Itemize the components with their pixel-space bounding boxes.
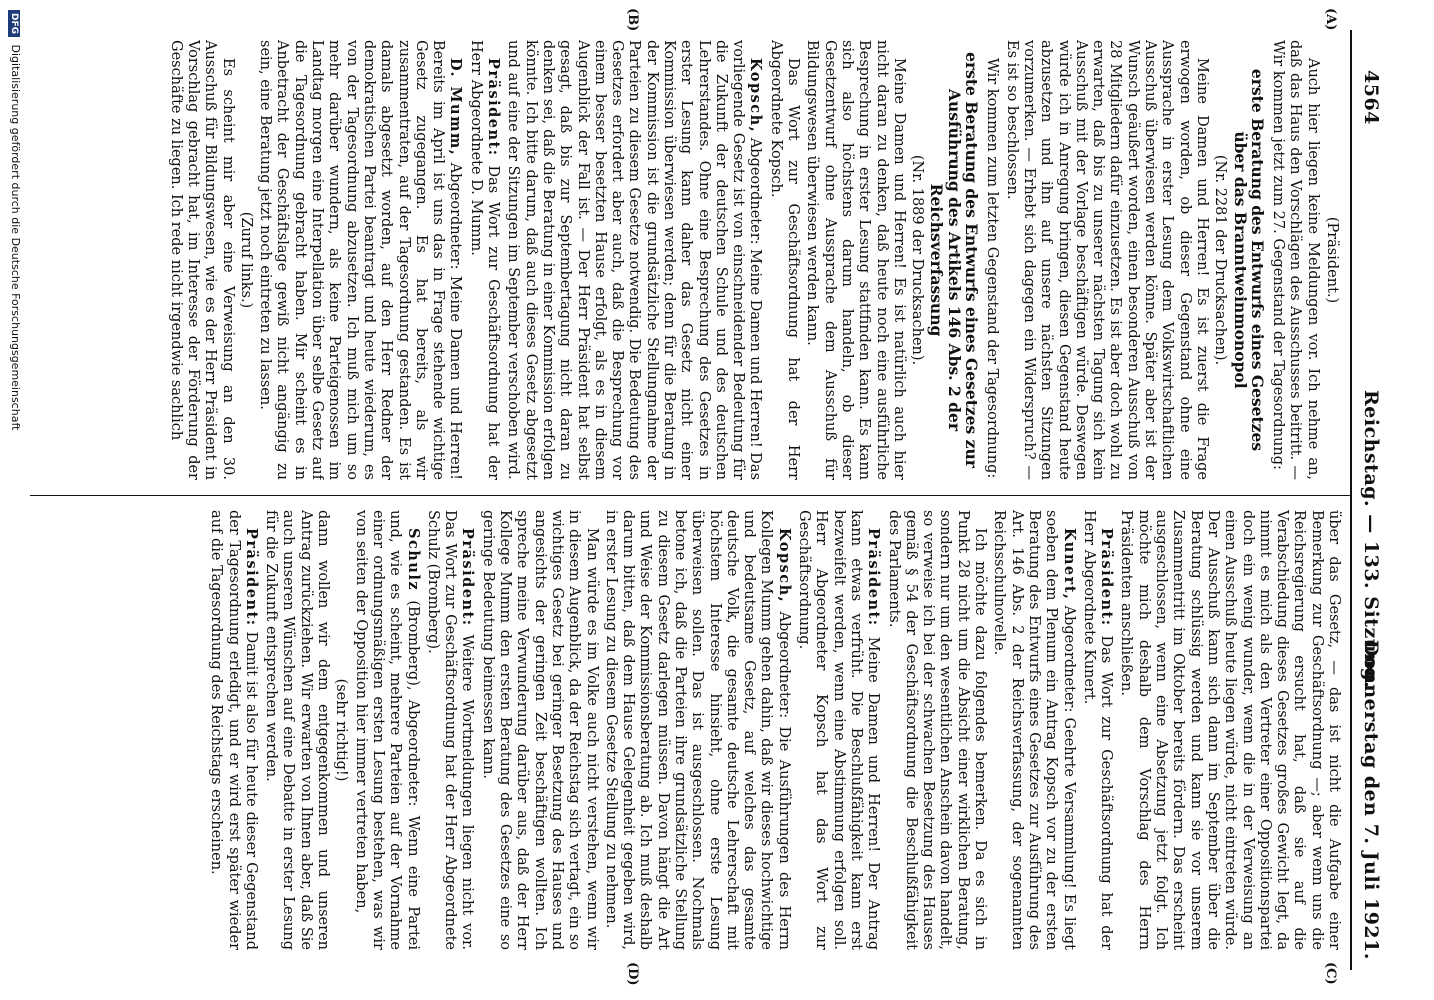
column-divider <box>30 495 1350 496</box>
speech-text: Das Wort zur Geschäftsordnung hat der Herr Abgeordnete D. Mumm. <box>467 40 502 480</box>
margin-marker-c: (C) <box>1323 962 1338 985</box>
paragraph: Meine Damen und Herren! Es ist natürlich auch hier nicht daran zu denken, daß heute noch eine ausführliche Besprechung in erster Lesung stattfinden kann. Es kann sich also höchstens darum handeln, ob dieser Gesetzentwurf ohne Aussprache dem Ausschuß für Bildungswesen überwiesen werden kann. <box>804 40 907 480</box>
session-title: Reichstag. — 133. Sitzung. <box>1360 390 1382 689</box>
speaker-name: Kopsch, <box>747 58 765 134</box>
paragraph: Man würde es im Volke auch nicht verstehen, wenn wir in diesem Augenblick, da der Reichstag sich vertagt, ein so wichtiges Gesetz bei geringer Besetzung des Hauses und angesichts der geringen Zeit beschäftigen wollten. Ich spreche meine Verwunderung darüber aus, daß der Herr Kollege Mumm den ersten Beratung des Gesetzes eine so geringe Bedeutung beimessen kann. <box>479 510 600 950</box>
speaker-name: Präsident: <box>865 528 883 627</box>
session-date: Donnerstag den 7. Juli 1921. <box>1360 639 1382 960</box>
speech <box>466 40 502 480</box>
speaker-name: Präsident: <box>459 528 477 627</box>
speech-text: Abgeordneter: Geehrte Versammlung! Es liegt soeben dem Plenum ein Antrag Kopsch vor zu der ersten Beratung des Entwurfs eines Gesetzes zur Ausführung des Art. 146 Abs. 2 der Reichsverfassung, der sogenannten Reichsschulnovelle. <box>991 510 1077 950</box>
digitization-credit <box>8 10 22 990</box>
paragraph: Wir kommen zum letzten Gegenstand der Tagesordnung: <box>984 58 1001 479</box>
interjection: (Zuruf links.) <box>237 211 254 309</box>
speech <box>207 510 260 950</box>
agenda-item-title: erste Beratung des Entwurfs eines Gesetzes über das Branntweinmonopol <box>1230 68 1267 452</box>
left-column <box>37 40 1342 480</box>
header-rule <box>1350 30 1352 970</box>
paragraph: über das Gesetz, — das ist nicht die Aufgabe einer Bemerkung zur Geschäftsordnung —; aber wenn uns die Reichsregierung ersucht hat, daß sie auf die Verabschiedung dieses Gesetzes großes Gewicht legt, da nimmt es mich als den Vertreter einer Oppositionspartei doch ein wenig wunder, wenn die in der Verweisung an einen Ausschuß heute liegen würde, nicht eintreten würde. Der Ausschuß kann sich dann im September über die Beratung schlüssig werden und kann sie vor unserem Zusammentritt im Oktober bereits fördern. Das erscheint ausgeschlossen, wenn eine Absetzung jetzt folgt. Ich möchte mich deshalb dem Vorschlag des Herrn Präsidenten anschließen. <box>1118 510 1342 950</box>
interjection: (sehr richtig!) <box>333 678 350 782</box>
margin-marker-d: (D) <box>625 962 640 986</box>
paragraph: Ich möchte dazu folgendes bemerken. Da es sich in Punkt 28 nicht um die Absicht einer wirklichen Beratung, sondern nur um den wesentlichen Anschein davon handelt, so verweise ich bei der schwachen Besetzung des Hauses gemäß § 54 der Geschäftsordnung die Beschlußfähigkeit des Parlaments. <box>885 510 989 950</box>
speech-text: Abgeordneter: Meine Damen und Herren! Das vorliegende Gesetz ist von einschneidender Bedeutung für die Zukunft der deutschen Schule und des deutschen Lehrerstandes. Ohne eine Besprechung des Gesetzes in erster Lesung kann daher das Gesetz nicht einer Kommission überwiesen werden; denn für die Beratung in der Kommission ist die grundsätzliche Stellungnahme der Parteien zu diesem Gesetze notwendig. Die Bedeutung des Gesetzes erfordert aber auch, daß die Besprechung vor einem besser besetzten Hause erfolgt, als es in diesem Augenblick der Fall ist. — Der Herr Präsident hat selbst gesagt, daß bis zur Septembertagung nicht daran zu denken sei, daß die Beratung in einer Kommission erfolgen könnte. Ich bitte darum, daß auch dieses Gesetz abgesetzt und auf eine der Sitzungen im September verschoben wird. <box>505 40 764 480</box>
paragraph: Auch hier liegen keine Meldungen vor. Ich nehme an, daß das Haus den Vorschlägen des Ausschusses beitritt. — Wir kommen jetzt zum 27. Gegenstand der Tagesordnung: <box>1270 40 1321 480</box>
page-header <box>1350 30 1390 970</box>
paragraph: Das Wort zur Geschäftsordnung hat der Herr Abgeordnete Kopsch. <box>767 40 802 480</box>
paragraph: dann wollen wir dem entgegenkommen und unseren Antrag zurückziehen. Wir erwarten von Ihnen aber, daß Sie auch unseren Wünschen auf eine Debatte in erster Lesung für die Zukunft entsprechen werden. <box>263 510 332 950</box>
page-number: 4564 <box>1360 70 1382 125</box>
speaker-name: Präsident: <box>485 58 503 157</box>
margin-marker-a: (A) <box>1323 8 1338 31</box>
speech <box>602 510 793 950</box>
speaker-name: Präsident: <box>242 528 260 627</box>
speech-text: Abgeordneter: Meine Damen und Herren! Bereits im April ist uns das in Frage stehende wichtige Gesetz zugegangen. Es hat bereits, als wir zusammentraten, auf der Tagesordnung gestanden. Es ist damals abgesetzt worden, auf den Herr Redner der demokratischen Partei beantragt und heute wiederum, es von der Tagesordnung abzusetzen. Ich muß mich um so mehr darüber wundern, als keine Parteigenossen im Landtag morgen eine Interpellation über selbe Gesetz auf die Tagesordnung gebracht haben. Mir scheint es in Anbetracht der Geschäftslage gewiß nicht angängig zu sein, eine Beratung jetzt noch eintreten zu lassen. <box>257 40 464 480</box>
speaker-label: (Präsident.) <box>1324 216 1340 304</box>
dfg-logo: DFG <box>8 10 20 37</box>
paragraph: Es scheint mir aber eine Verweisung an den 30. Ausschuß für Bildungswesen, wie es der Herr Präsident in Vorschlag gebracht hat, im Interesse der Förderung der Geschäfte zu liegen. Ich rede nicht irgendwie sachlich <box>167 40 236 480</box>
speech <box>424 510 477 950</box>
speaker-name: Schulz <box>404 528 422 592</box>
speaker-name: Kopsch, <box>775 528 793 604</box>
agenda-item-title: erste Beratung des Entwurfs eines Gesetzes zur Ausführung des Artikels 146 Abs. 2 der Reichsverfassung <box>927 52 982 468</box>
speaker-name: Kunert, <box>1060 528 1078 601</box>
speech <box>990 510 1077 950</box>
speech <box>351 510 421 950</box>
speech-text: Damit ist also für heute dieser Gegenstand der Tagesordnung erledigt, und er wird erst später wieder auf die Tagesordnung des Reichstags erscheinen. <box>208 510 259 950</box>
speech-text: Abgeordneter: Die Ausführungen des Herrn Kollegen Mumm gehen dahin, daß wir dieses hochwichtige und bedeutsame Gesetz, auf welches das gesamte deutsche Volk, die gesamte deutsche Lehrerschaft mit höchstem Interesse hinsieht, ohne erste Lesung überweisen sollen. Das ist ausgeschlossen. Nochmals betone ich, daß die Parteien ihre grundsätzliche Stellung zu diesem Gesetz darlegen müssen. Davon hängt die Art und Weise der Kommissionsberatung ab. Ich muß deshalb darum bitten, daß dem Hause Gelegenheit gegeben wird, in erster Lesung zu diesem Gesetze Stellung zu nehmen. <box>602 510 792 950</box>
speech <box>504 40 764 480</box>
speech-text: Das Wort zur Geschäftsordnung hat der Herr Abgeordnete Kunert. <box>1080 510 1115 950</box>
speech <box>795 510 882 950</box>
speech-text: Weitere Wortmeldungen liegen nicht vor. Das Wort zur Geschäftsordnung hat der Herr Abgeordnete Schulz (Bromberg). <box>424 510 476 950</box>
margin-marker-b: (B) <box>625 8 640 32</box>
speech-text: (Bromberg), Abgeordneter: Wenn eine Partei und, wie es scheint, mehrere Parteien auf der Vornahme einer ordnungsmäßigen ersten Lesung bestehen, was wir von seiten der Opposition hier immer vertreten haben, <box>352 510 421 950</box>
right-column <box>37 510 1342 950</box>
speaker-name: Präsident: <box>1098 528 1116 627</box>
speaker-name: D. Mumm, <box>447 58 465 157</box>
credit-text: Digitalisierung gefördert durch die Deutsche Forschungsgemeinschaft <box>9 44 22 431</box>
speech-text: Meine Damen und Herren! Der Antrag kann etwas verfrüht. Die Beschlußfähigkeit kann erst bezweifelt werden, wenn eine Abstimmung erfolgen soll. Herr Abgeordneter Kopsch hat das Wort zur Geschäftsordnung. <box>796 510 882 950</box>
agenda-item-note: (Nr. 1889 der Drucksachen). <box>909 154 926 366</box>
paragraph: Meine Damen und Herren! Es ist zuerst die Frage erwogen worden, ob dieser Gegenstand ohne eine Aussprache in erster Lesung dem Volkswirtschaftlichen Ausschuß überwiesen werden könne. Später aber ist der Wunsch geäußert worden, einen besonderen Ausschuß von 28 Mitgliedern dafür einzusetzen. Es ist aber doch wohl zu erwarten, daß bis zu unserer nächsten Tagung sich kein Ausschuß mit der Vorlage beschäftigen würde. Deswegen würde ich in Anregung bringen, diesen Gegenstand heute abzusetzen und ihn auf unsere nächsten Sitzungen vorzumerken. — Erhebt sich dagegen ein Widerspruch? — Es ist so beschlossen. <box>1003 40 1210 480</box>
speech <box>256 40 465 480</box>
speech <box>1080 510 1116 950</box>
agenda-item-note: (Nr. 2281 der Drucksachen). <box>1212 154 1229 366</box>
